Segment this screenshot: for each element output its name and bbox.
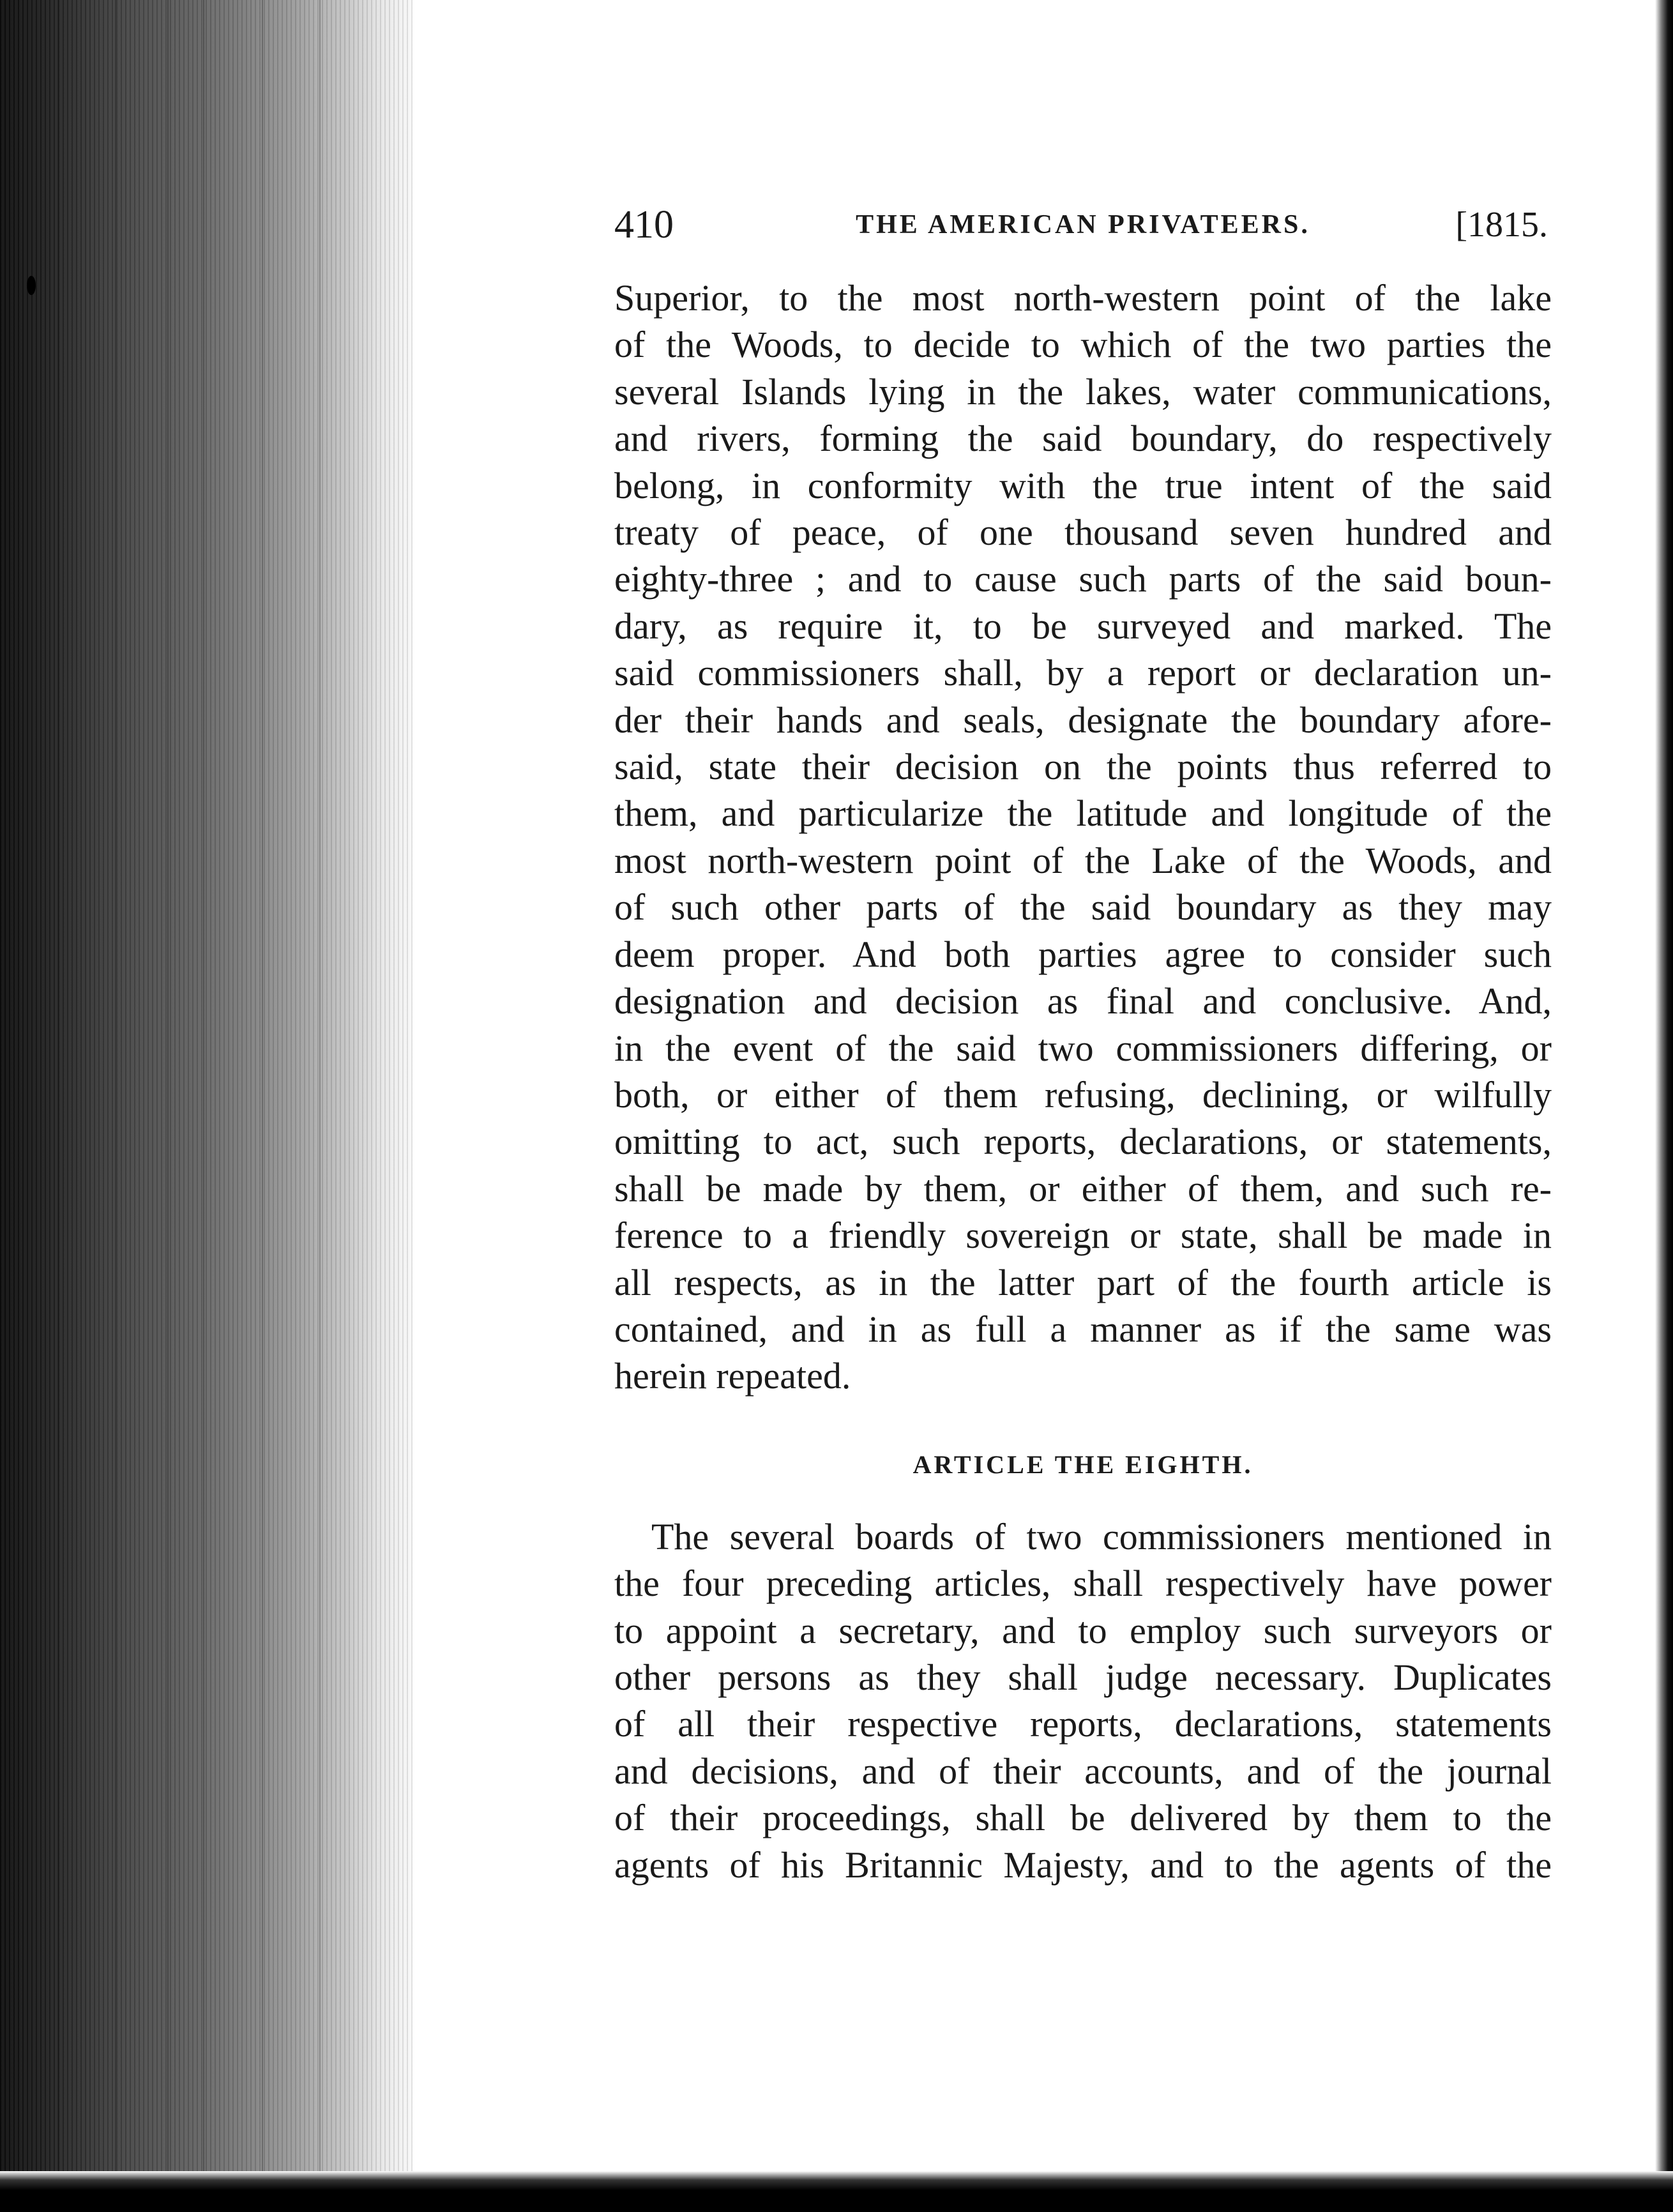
text-line: dary, as require it, to be surveyed and marked. The bbox=[614, 605, 1552, 647]
book-page-edges bbox=[0, 0, 415, 2212]
text-line: herein repeated. bbox=[614, 1355, 851, 1397]
text-line: and rivers, forming the said boundary, do respectively bbox=[614, 418, 1552, 460]
text-line: and decisions, and of their accounts, and of the journal bbox=[614, 1750, 1552, 1792]
text-line: deem proper. And both parties agree to consider such bbox=[614, 933, 1552, 975]
text-line: belong, in conformity with the true intent of the said bbox=[614, 464, 1552, 506]
text-line: of all their respective reports, declarations, statements bbox=[614, 1703, 1552, 1745]
text-line: designation and decision as final and conclusive. And, bbox=[614, 980, 1552, 1022]
running-title: THE AMERICAN PRIVATEERS. bbox=[856, 210, 1310, 239]
text-line: of the Woods, to decide to which of the two parties the bbox=[614, 324, 1552, 366]
text-line: to appoint a secretary, and to employ such surveyors or bbox=[614, 1609, 1552, 1651]
text-line: most north-western point of the Lake of the Woods, and bbox=[614, 839, 1552, 881]
text-line: the four preceding articles, shall respectively have power bbox=[614, 1563, 1552, 1605]
right-scan-edge bbox=[1655, 0, 1673, 2212]
bottom-scan-edge bbox=[0, 2171, 1673, 2212]
text-line: der their hands and seals, designate the boundary afore- bbox=[614, 699, 1552, 741]
text-line: them, and particularize the latitude and longitude of the bbox=[614, 792, 1552, 835]
running-year: [1815. bbox=[1455, 205, 1548, 245]
text-line: Superior, to the most north-western point of the lake bbox=[614, 277, 1552, 319]
text-line: treaty of peace, of one thousand seven hundred and bbox=[614, 511, 1552, 554]
section-heading: ARTICLE THE EIGHTH. bbox=[912, 1450, 1253, 1479]
text-line: The several boards of two commissioners mentioned in bbox=[651, 1515, 1552, 1557]
text-line: said commissioners shall, by a report or declaration un- bbox=[614, 652, 1552, 694]
paragraph-two bbox=[614, 1513, 1552, 1888]
text-line: of their proceedings, shall be delivered by them to the bbox=[614, 1797, 1552, 1839]
text-line: several Islands lying in the lakes, water communications, bbox=[614, 370, 1552, 413]
paragraph-one bbox=[614, 275, 1552, 1400]
text-line: shall be made by them, or either of them, and such re- bbox=[614, 1167, 1552, 1209]
text-line: contained, and in as full a manner as if the same was bbox=[614, 1308, 1552, 1350]
text-line: all respects, as in the latter part of the fourth article is bbox=[614, 1261, 1552, 1303]
text-line: eighty-three ; and to cause such parts of the said boun- bbox=[614, 558, 1552, 600]
page-number: 410 bbox=[614, 203, 674, 246]
scan-speck bbox=[27, 276, 36, 295]
book-page bbox=[614, 199, 1552, 1888]
text-line: omitting to act, such reports, declarations, or statements, bbox=[614, 1121, 1552, 1163]
text-line: in the event of the said two commissioners differing, or bbox=[614, 1027, 1552, 1069]
running-head bbox=[614, 199, 1552, 250]
text-line: ference to a friendly sovereign or state, shall be made in bbox=[614, 1215, 1552, 1257]
text-line: of such other parts of the said boundary as they may bbox=[614, 886, 1552, 928]
text-line: both, or either of them refusing, declining, or wilfully bbox=[614, 1073, 1552, 1116]
text-line: agents of his Britannic Majesty, and to the agents of the bbox=[614, 1844, 1552, 1886]
text-line: said, state their decision on the points thus referred to bbox=[614, 746, 1552, 788]
text-line: other persons as they shall judge necessary. Duplicates bbox=[614, 1656, 1552, 1698]
